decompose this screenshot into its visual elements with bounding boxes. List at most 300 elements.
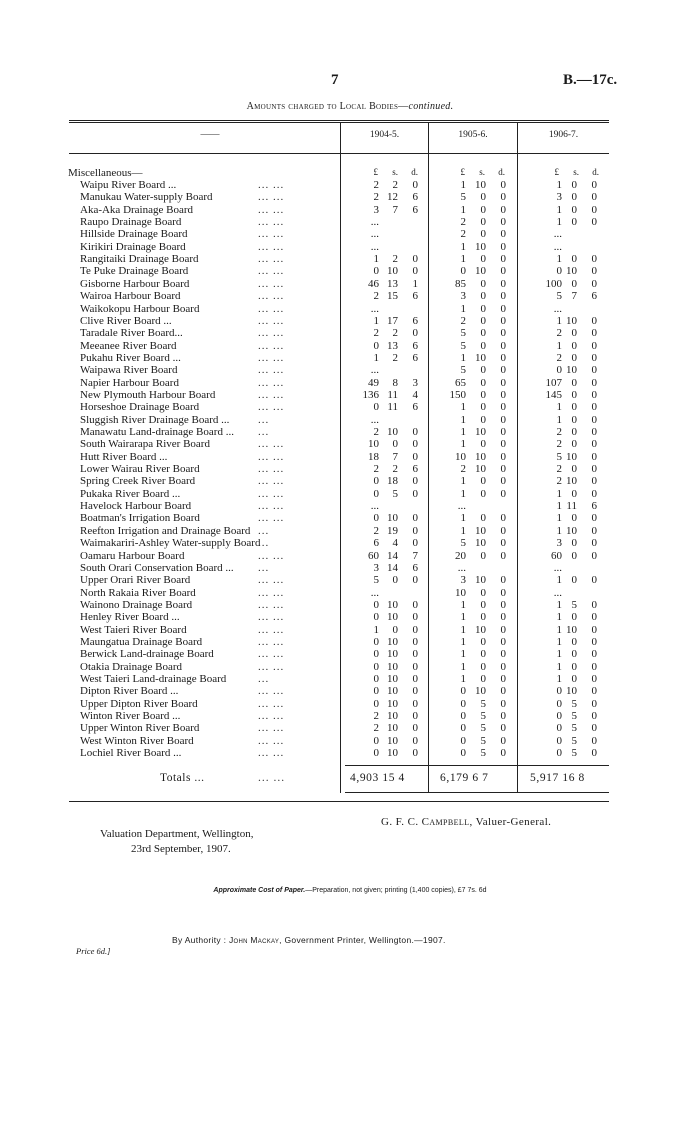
- amount-shillings: 10: [566, 623, 577, 636]
- table-bottom-rule: [69, 801, 609, 802]
- amount-pence: 0: [500, 598, 506, 611]
- amount-pounds: ...: [370, 216, 379, 229]
- authority-prefix: By Authority :: [172, 935, 227, 945]
- amount-pounds: 5: [460, 327, 466, 340]
- table-row: [0, 574, 700, 586]
- table-row: [0, 722, 700, 734]
- body-name: South Orari Conservation Board ...: [80, 561, 234, 574]
- amount-pounds: 10: [455, 450, 466, 463]
- amount-pounds: 0: [373, 475, 379, 488]
- table-row: [0, 204, 700, 216]
- shilling-label: s.: [573, 167, 579, 177]
- amount-pounds: 107: [545, 376, 562, 389]
- amount-shillings: 10: [475, 524, 486, 537]
- amount-pence: 7: [412, 549, 418, 562]
- leader-dots: ... ...: [258, 191, 285, 204]
- amount-shillings: 0: [571, 191, 577, 204]
- body-name: Reefton Irrigation and Drainage Board: [80, 524, 251, 537]
- amount-pounds: 3: [556, 537, 562, 550]
- date-line: 23rd September, 1907.: [131, 843, 231, 855]
- table-top-rule: [69, 120, 609, 121]
- amount-pence: 0: [412, 697, 418, 710]
- body-name: Spring Creek River Board: [80, 475, 196, 488]
- amount-pence: 0: [591, 697, 597, 710]
- amount-pounds: 0: [556, 685, 562, 698]
- amount-shillings: 0: [571, 203, 577, 216]
- amount-shillings: 10: [387, 697, 398, 710]
- leader-dots: ... ...: [258, 351, 285, 364]
- body-name: Clive River Board ...: [80, 314, 172, 327]
- amount-shillings: 0: [480, 611, 486, 624]
- signature: [381, 816, 551, 828]
- leader-dots: ... ...: [258, 500, 285, 513]
- amount-shillings: 5: [392, 487, 398, 500]
- amount-pence: 0: [412, 524, 418, 537]
- amount-shillings: 10: [387, 512, 398, 525]
- amount-shillings: 0: [571, 401, 577, 414]
- amount-pence: 0: [412, 611, 418, 624]
- leader-dots: ... ...: [258, 574, 285, 587]
- amount-pounds: 0: [556, 734, 562, 747]
- amount-pounds: 1: [556, 524, 562, 537]
- amount-shillings: 2: [392, 463, 398, 476]
- body-name: Waimakariri-Ashley Water-supply Board: [80, 537, 261, 550]
- amount-pence: 0: [591, 475, 597, 488]
- body-name: Lochiel River Board ...: [80, 747, 182, 760]
- total-1904: 4,903 15 4: [350, 772, 405, 784]
- leader-dots: ... ...: [258, 635, 285, 648]
- amount-pence: 0: [591, 179, 597, 191]
- amount-shillings: 5: [571, 710, 577, 723]
- table-row: [0, 290, 700, 302]
- table-row: [0, 426, 700, 438]
- amount-shillings: 0: [480, 475, 486, 488]
- amount-shillings: 18: [387, 475, 398, 488]
- amount-pence: 4: [412, 388, 418, 401]
- leader-dots: ...: [258, 426, 270, 438]
- leader-dots: ... ...: [258, 648, 285, 661]
- table-row: [0, 340, 700, 352]
- year-header-1906: 1906-7.: [548, 130, 579, 140]
- amount-shillings: 0: [480, 401, 486, 414]
- amount-pounds: 136: [362, 388, 379, 401]
- body-name: Waikokopu Harbour Board: [80, 302, 200, 315]
- table-row: [0, 253, 700, 265]
- leader-dots: ... ...: [258, 710, 285, 723]
- leader-dots: ...: [258, 561, 270, 574]
- amount-pounds: ...: [553, 240, 562, 253]
- amount-shillings: 2: [392, 253, 398, 266]
- table-row: [0, 562, 700, 574]
- amount-pounds: 0: [460, 710, 466, 723]
- amount-pence: 0: [412, 722, 418, 735]
- amount-pence: 0: [500, 463, 506, 476]
- amount-pence: 0: [500, 549, 506, 562]
- amount-shillings: 0: [571, 388, 577, 401]
- amount-pence: 0: [500, 685, 506, 698]
- amount-pounds: 0: [460, 265, 466, 278]
- amount-pence: 0: [500, 277, 506, 290]
- amount-pence: 0: [500, 586, 506, 599]
- amount-pounds: 5: [556, 450, 562, 463]
- amount-pounds: 2: [556, 351, 562, 364]
- amount-pence: 0: [591, 611, 597, 624]
- amount-pence: 0: [412, 734, 418, 747]
- amount-pounds: 0: [373, 487, 379, 500]
- amount-pence: 0: [500, 697, 506, 710]
- amount-pence: 0: [500, 240, 506, 253]
- amount-pounds: 1: [556, 574, 562, 587]
- table-row: [0, 451, 700, 463]
- body-name: Havelock Harbour Board: [80, 500, 192, 513]
- leader-dots: ... ...: [258, 487, 285, 500]
- amount-pence: 6: [412, 401, 418, 414]
- amount-pence: 0: [591, 314, 597, 327]
- amount-pence: 0: [412, 512, 418, 525]
- amount-shillings: 0: [480, 487, 486, 500]
- pence-label: d.: [411, 167, 418, 177]
- amount-pounds: 1: [460, 673, 466, 685]
- amount-pounds: 1: [460, 623, 466, 636]
- amount-pence: 0: [412, 598, 418, 611]
- amount-shillings: 15: [387, 290, 398, 303]
- amount-pence: 0: [500, 734, 506, 747]
- body-name: Te Puke Drainage Board: [80, 265, 189, 278]
- leader-dots: ... ...: [258, 203, 285, 216]
- amount-pounds: 2: [373, 524, 379, 537]
- amount-pounds: 60: [368, 549, 379, 562]
- amount-shillings: 19: [387, 524, 398, 537]
- amount-pounds: 1: [556, 512, 562, 525]
- amount-shillings: 10: [387, 673, 398, 685]
- leader-dots: ... ...: [258, 598, 285, 611]
- amount-pence: 0: [500, 228, 506, 241]
- leader-dots: ... ...: [258, 339, 285, 352]
- amount-shillings: 10: [475, 179, 486, 191]
- amount-pounds: 0: [460, 697, 466, 710]
- amount-pounds: 2: [556, 475, 562, 488]
- table-title: [0, 101, 700, 112]
- leader-dots: ... ...: [258, 438, 285, 451]
- amount-shillings: 0: [480, 413, 486, 426]
- amount-pence: 0: [591, 524, 597, 537]
- leader-dots: ... ...: [258, 586, 285, 599]
- amount-pounds: 0: [460, 734, 466, 747]
- amount-pence: 0: [500, 450, 506, 463]
- amount-shillings: 0: [571, 339, 577, 352]
- amount-pounds: 1: [373, 623, 379, 636]
- amount-shillings: 0: [480, 598, 486, 611]
- amount-pence: 0: [500, 747, 506, 760]
- table-row: [0, 352, 700, 364]
- amount-pounds: 2: [460, 228, 466, 241]
- pound-label: £: [460, 167, 465, 177]
- amount-shillings: 0: [480, 364, 486, 377]
- amount-pence: 0: [591, 426, 597, 438]
- table-row: [0, 438, 700, 450]
- amount-shillings: 0: [480, 586, 486, 599]
- body-name: Hillside Drainage Board: [80, 228, 188, 241]
- leader-dots: ... ...: [258, 265, 285, 278]
- amount-pence: 0: [591, 549, 597, 562]
- amount-pounds: 1: [460, 475, 466, 488]
- amount-pounds: 5: [460, 339, 466, 352]
- amount-pounds: 0: [373, 747, 379, 760]
- amount-pence: 0: [412, 648, 418, 661]
- leader-dots: ... ...: [258, 660, 285, 673]
- amount-pounds: 85: [455, 277, 466, 290]
- amount-pounds: 0: [373, 697, 379, 710]
- amount-pounds: 1: [460, 179, 466, 191]
- amount-pounds: 1: [460, 598, 466, 611]
- body-name: Winton River Board ...: [80, 710, 181, 723]
- amount-pounds: 1: [556, 648, 562, 661]
- body-name: Otakia Drainage Board: [80, 660, 183, 673]
- amount-shillings: 0: [571, 512, 577, 525]
- total-1905: 6,179 6 7: [440, 772, 489, 784]
- amount-pounds: 1: [556, 253, 562, 266]
- amount-pence: 0: [591, 438, 597, 451]
- leader-dots: ... ...: [258, 463, 285, 476]
- amount-pounds: 0: [373, 734, 379, 747]
- amount-shillings: 10: [387, 685, 398, 698]
- table-row: [0, 611, 700, 623]
- amount-shillings: 10: [566, 450, 577, 463]
- amount-pence: 0: [591, 710, 597, 723]
- amount-shillings: 10: [387, 611, 398, 624]
- amount-pounds: ...: [553, 228, 562, 241]
- amount-shillings: 0: [480, 191, 486, 204]
- amount-pounds: 5: [460, 537, 466, 550]
- amount-shillings: 5: [480, 734, 486, 747]
- amount-pounds: ...: [370, 364, 379, 377]
- amount-shillings: 5: [480, 710, 486, 723]
- amount-shillings: 0: [571, 179, 577, 191]
- totals-bottom-rule: [345, 792, 609, 793]
- amount-pence: 0: [591, 635, 597, 648]
- leader-dots: ... ...: [258, 302, 285, 315]
- amount-shillings: 4: [392, 537, 398, 550]
- amount-shillings: 0: [571, 327, 577, 340]
- amount-pence: 0: [500, 512, 506, 525]
- leader-dots: ... ...: [258, 450, 285, 463]
- amount-shillings: 0: [392, 438, 398, 451]
- amount-pounds: 1: [460, 660, 466, 673]
- amount-pounds: 3: [460, 574, 466, 587]
- table-row: [0, 377, 700, 389]
- amount-shillings: 0: [571, 463, 577, 476]
- amount-pence: 0: [591, 191, 597, 204]
- amount-pounds: 0: [373, 673, 379, 685]
- body-name: Wainono Drainage Board: [80, 598, 193, 611]
- amount-pounds: 2: [373, 191, 379, 204]
- amount-shillings: 10: [387, 426, 398, 438]
- amount-pounds: 60: [551, 549, 562, 562]
- amount-shillings: 0: [480, 376, 486, 389]
- leader-dots: ... ...: [258, 277, 285, 290]
- amount-pence: 0: [591, 747, 597, 760]
- amount-pence: 0: [500, 302, 506, 315]
- amount-shillings: 10: [387, 635, 398, 648]
- table-row: [0, 500, 700, 512]
- amount-pounds: 6: [373, 537, 379, 550]
- pence-label: d.: [592, 167, 599, 177]
- amount-pence: 0: [412, 487, 418, 500]
- leader-dots: ...: [258, 537, 270, 550]
- amount-pounds: 2: [556, 426, 562, 438]
- amount-pence: 0: [500, 722, 506, 735]
- body-name: South Wairarapa River Board: [80, 438, 210, 451]
- amount-pounds: 1: [460, 351, 466, 364]
- cost-note-label: Approximate Cost of Paper.: [213, 887, 306, 894]
- amount-pence: 0: [500, 487, 506, 500]
- amount-pounds: 1: [460, 524, 466, 537]
- totals-top-rule: [345, 765, 609, 766]
- amount-pounds: 0: [556, 364, 562, 377]
- body-name: Manawatu Land-drainage Board ...: [80, 426, 234, 438]
- table-row: [0, 303, 700, 315]
- amount-pounds: 2: [373, 710, 379, 723]
- amount-pounds: 1: [556, 660, 562, 673]
- leader-dots: ...: [258, 673, 270, 685]
- page-number: 7: [331, 72, 339, 88]
- amount-pence: 0: [412, 265, 418, 278]
- amount-pounds: 2: [460, 216, 466, 229]
- amount-pence: 0: [591, 450, 597, 463]
- amount-pence: 0: [412, 179, 418, 191]
- amount-shillings: 10: [387, 598, 398, 611]
- amount-pounds: 2: [460, 314, 466, 327]
- amount-pence: 0: [412, 673, 418, 685]
- amount-shillings: 0: [392, 623, 398, 636]
- amount-pounds: 1: [460, 401, 466, 414]
- amount-pence: 0: [412, 327, 418, 340]
- amount-pence: 0: [591, 364, 597, 377]
- amount-pence: 0: [500, 648, 506, 661]
- amount-pounds: 3: [460, 290, 466, 303]
- amount-pence: 0: [500, 524, 506, 537]
- leader-dots: ... ...: [258, 364, 285, 377]
- leader-dots: ... ...: [258, 253, 285, 266]
- amount-pence: 0: [412, 475, 418, 488]
- leader-dots: ...: [258, 524, 270, 537]
- amount-pence: 1: [412, 277, 418, 290]
- amount-shillings: 10: [387, 648, 398, 661]
- amount-pounds: 5: [460, 191, 466, 204]
- amount-pounds: 1: [556, 314, 562, 327]
- amount-shillings: 11: [566, 500, 577, 513]
- body-name: Henley River Board ...: [80, 611, 180, 624]
- amount-shillings: 10: [475, 351, 486, 364]
- table-row: [0, 636, 700, 648]
- leader-dots: ... ...: [258, 401, 285, 414]
- amount-pence: 0: [500, 475, 506, 488]
- amount-pence: 0: [591, 253, 597, 266]
- amount-pounds: 0: [373, 512, 379, 525]
- amount-pence: 0: [500, 660, 506, 673]
- table-row: [0, 228, 700, 240]
- leader-dots: ... ...: [258, 240, 285, 253]
- amount-shillings: 11: [387, 388, 398, 401]
- table-row: [0, 475, 700, 487]
- amount-pence: 6: [591, 290, 597, 303]
- amount-shillings: 5: [571, 722, 577, 735]
- price-note: Price 6d.]: [76, 946, 111, 956]
- leader-dots: ... ...: [258, 216, 285, 229]
- body-name: West Taieri Land-drainage Board: [80, 673, 227, 685]
- amount-pounds: 2: [373, 290, 379, 303]
- amount-pence: 0: [591, 388, 597, 401]
- amount-shillings: 0: [571, 413, 577, 426]
- amount-shillings: 10: [475, 265, 486, 278]
- amount-pounds: ...: [457, 561, 466, 574]
- amount-pence: 6: [412, 314, 418, 327]
- amount-pounds: 20: [455, 549, 466, 562]
- amount-pence: 0: [412, 450, 418, 463]
- pound-label: £: [373, 167, 378, 177]
- amount-pence: 6: [591, 500, 597, 513]
- amount-pounds: 5: [460, 364, 466, 377]
- year-header-1905: 1905-6.: [458, 130, 488, 140]
- amount-pence: 6: [412, 191, 418, 204]
- body-name: Pukaka River Board ...: [80, 487, 181, 500]
- authority-printer: John Mackay,: [228, 935, 282, 945]
- section-heading-row: [0, 167, 700, 179]
- amount-shillings: 0: [571, 426, 577, 438]
- table-row: [0, 364, 700, 376]
- section-heading: Miscellaneous—: [68, 167, 143, 179]
- amount-shillings: 0: [480, 253, 486, 266]
- table-row: [0, 685, 700, 697]
- leader-dots: ... ...: [258, 722, 285, 735]
- pound-label: £: [554, 167, 559, 177]
- amount-shillings: 0: [571, 438, 577, 451]
- table-title-continued: continued.: [408, 101, 454, 112]
- leader-dots: ... ...: [258, 747, 285, 760]
- amount-pounds: 0: [373, 401, 379, 414]
- body-name: North Rakaia River Board: [80, 586, 196, 599]
- body-name: Gisborne Harbour Board: [80, 277, 190, 290]
- table-row: [0, 278, 700, 290]
- leader-dots: ... ...: [258, 376, 285, 389]
- amount-pounds: 1: [460, 611, 466, 624]
- amount-pence: 0: [500, 426, 506, 438]
- signature-name: Campbell,: [421, 816, 473, 828]
- amount-pounds: 5: [373, 574, 379, 587]
- amount-pounds: ...: [457, 500, 466, 513]
- leader-dots: ... ...: [258, 685, 285, 698]
- leader-dots: ... ...: [258, 327, 285, 340]
- amount-shillings: 0: [571, 216, 577, 229]
- amount-pence: 0: [500, 388, 506, 401]
- amount-shillings: 0: [480, 228, 486, 241]
- amount-pounds: 1: [556, 339, 562, 352]
- amount-pence: 0: [591, 512, 597, 525]
- amount-pence: 6: [412, 203, 418, 216]
- amount-pounds: ...: [370, 586, 379, 599]
- amount-pence: 0: [412, 685, 418, 698]
- amount-pence: 0: [500, 438, 506, 451]
- amount-pence: 0: [591, 401, 597, 414]
- body-name: Upper Winton River Board: [80, 722, 200, 735]
- amount-shillings: 5: [480, 697, 486, 710]
- amount-pence: 0: [500, 364, 506, 377]
- cost-note-text: —Preparation, not given; printing (1,400 copies), £7 7s. 6d: [305, 887, 487, 894]
- amount-shillings: 5: [571, 747, 577, 760]
- amount-pence: 0: [591, 487, 597, 500]
- body-name: Aka-Aka Drainage Board: [80, 203, 194, 216]
- amount-pounds: ...: [370, 240, 379, 253]
